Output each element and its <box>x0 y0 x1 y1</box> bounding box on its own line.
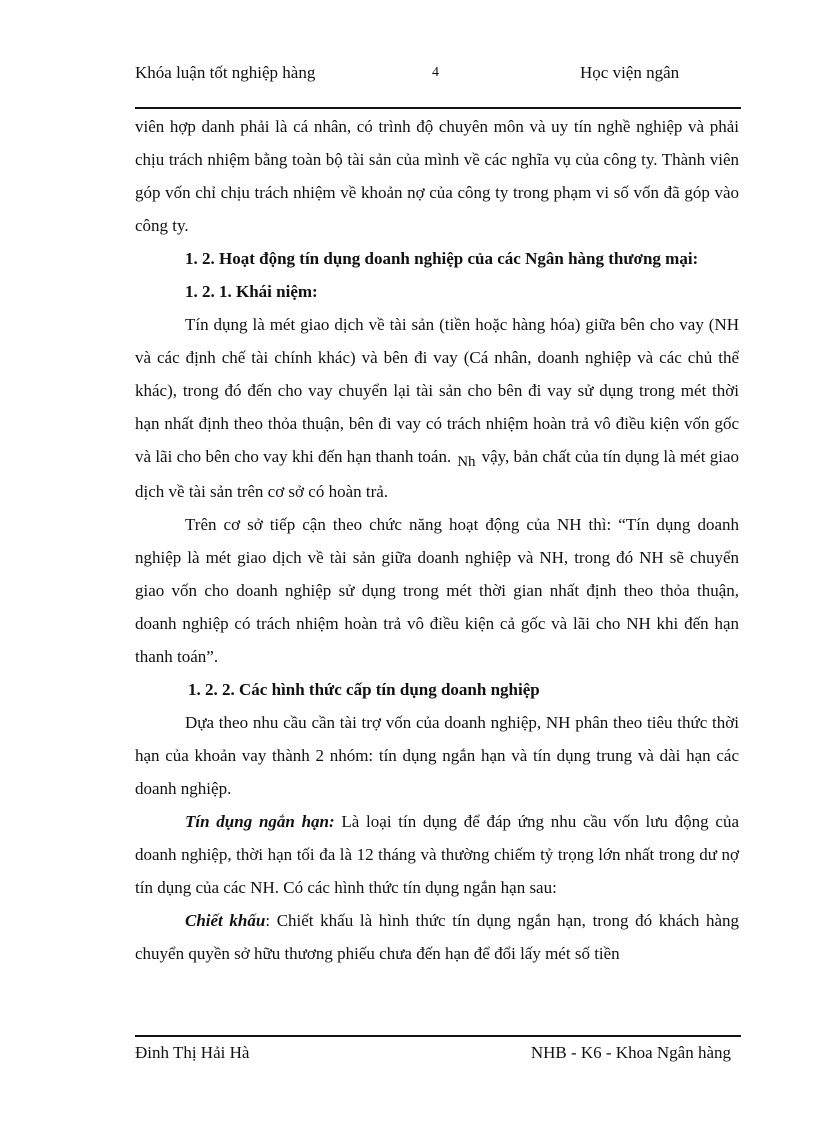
credit-definition-text-b: vậy, bản chất của tín dụng là mét giao dịch về tài sản trên cơ sở có hoàn trả. <box>135 447 739 501</box>
discount-label: Chiết khấu <box>185 911 266 930</box>
short-term-credit-label: Tín dụng ngắn hạn: <box>185 812 335 831</box>
short-term-credit-text: Là loại tín dụng để đáp ứng nhu cầu vốn lưu động của doanh nghiệp, thời hạn tối đa là 12 tháng và thường chiếm tỷ trọng lớn nhất trong dư nợ tín dụng của các NH. Có các hình thức tín dụng ngắn hạn sau: <box>135 812 739 897</box>
paragraph-discount <box>135 904 739 970</box>
credit-definition-nh: Nh <box>457 454 476 470</box>
header-rule <box>135 107 741 109</box>
header-right-text: Học viện ngân <box>580 63 680 82</box>
footer-author: Đinh Thị Hải Hà <box>135 1043 250 1062</box>
section-heading-1-2: 1. 2. Hoạt động tín dụng doanh nghiệp của các Ngân hàng thương mại: <box>185 249 699 268</box>
page-number: 4 <box>432 65 439 80</box>
discount-text: : Chiết khấu là hình thức tín dụng ngắn hạn, trong đó khách hàng chuyển quyền sở hữu thương phiếu chưa đến hạn để đổi lấy mét số tiền <box>135 911 739 963</box>
section-heading-1-2-2: 1. 2. 2. Các hình thức cấp tín dụng doanh nghiệp <box>188 680 540 699</box>
paragraph-credit-definition <box>135 308 739 508</box>
paragraph-short-term-credit <box>135 805 739 904</box>
header-left-text: Khóa luận tốt nghiệp hàng <box>135 63 316 82</box>
credit-definition-text-a: Tín dụng là mét giao dịch về tài sản (tiền hoặc hàng hóa) giữa bên cho vay (NH và các định chế tài chính khác) và bên đi vay (Cá nhân, doanh nghiệp và các chủ thể khác), trong đó đến cho vay chuyển lại tài sản cho bên đi vay sử dụng trong mét thời hạn nhất định theo thỏa thuận, bên đi vay có trách nhiệm hoàn trả vô điều kiện vốn gốc và lãi cho bên cho vay khi đến hạn thanh toán. <box>135 315 739 466</box>
page-header <box>135 62 741 108</box>
document-body <box>135 110 739 970</box>
paragraph-credit-groups: Dựa theo nhu cầu cần tài trợ vốn của doanh nghiệp, NH phân theo tiêu thức thời hạn của khoản vay thành 2 nhóm: tín dụng ngắn hạn và tín dụng trung và dài hạn các doanh nghiệp. <box>135 713 739 798</box>
section-heading-1-2-1: 1. 2. 1. Khái niệm: <box>185 282 318 301</box>
paragraph-enterprise-credit: Trên cơ sở tiếp cận theo chức năng hoạt động của NH thì: “Tín dụng doanh nghiệp là mét giao dịch về tài sản giữa doanh nghiệp và NH, trong đó NH sẽ chuyển giao vốn cho doanh nghiệp sử dụng trong mét thời gian nhất định theo thỏa thuận, doanh nghiệp có trách nhiệm hoàn trả vô điều kiện cả gốc và lãi cho NH khi đến hạn thanh toán”. <box>135 515 739 666</box>
footer-rule <box>135 1035 741 1037</box>
paragraph-partners: viên hợp danh phải là cá nhân, có trình độ chuyên môn và uy tín nghề nghiệp và phải chịu trách nhiệm bằng toàn bộ tài sản của mình về các nghĩa vụ của công ty. Thành viên góp vốn chỉ chịu trách nhiệm về khoản nợ của công ty trong phạm vi số vốn đã góp vào công ty. <box>135 117 739 235</box>
footer-class: NHB - K6 - Khoa Ngân hàng <box>530 1043 731 1062</box>
